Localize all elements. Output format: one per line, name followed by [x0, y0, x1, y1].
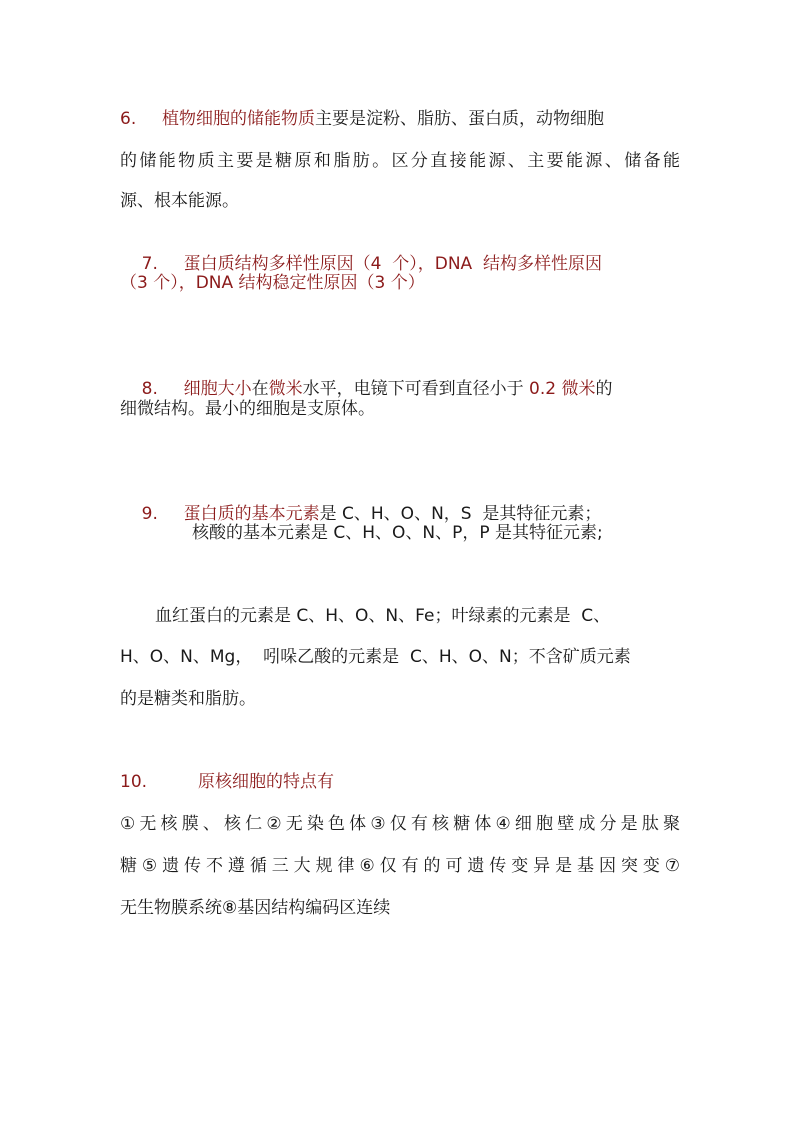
- item-8-end: 的: [595, 379, 613, 399]
- item-8-title-2: 微米: [268, 379, 303, 399]
- item-6-line-1: [120, 108, 680, 130]
- item-10-number: 10.: [120, 772, 148, 792]
- item-8-mid-1: 在: [251, 379, 269, 399]
- item-9-line-3: 血红蛋白的元素是 C、H、O、N、Fe；叶绿素的元素是 C、: [155, 606, 611, 626]
- item-8-title: 细胞大小: [183, 379, 252, 399]
- item-10-line-1: [120, 771, 680, 793]
- item-9-line-1-rest: 是 C、H、O、N，S 是其特征元素；: [319, 504, 602, 524]
- item-8-mid-2: 水平，电镜下可看到直径小于: [302, 379, 530, 399]
- item-6-line-3: 源、根本能源。: [120, 191, 239, 211]
- item-6-line-2: 的储能物质主要是糖原和脂肪。区分直接能源、主要能源、储备能: [120, 151, 680, 171]
- item-6-line-1-rest: 主要是淀粉、脂肪、蛋白质，动物细胞: [315, 109, 604, 129]
- item-9-title: 蛋白质的基本元素: [183, 504, 320, 524]
- item-10-line-4: 无生物膜系统⑧基因结构编码区连续: [120, 898, 391, 918]
- item-9-line-5: 的是糖类和脂肪。: [120, 689, 256, 709]
- item-10-line-2: ①无核膜、核仁②无染色体③仅有核糖体④细胞壁成分是肽聚: [120, 814, 680, 834]
- item-8-number: 8.: [141, 379, 158, 399]
- item-9-number: 9.: [141, 504, 158, 524]
- item-10-title: 原核细胞的特点有: [198, 772, 334, 792]
- item-7-line-1-text: 蛋白质结构多样性原因（4 个），DNA 结构多样性原因: [183, 254, 602, 274]
- item-10-line-3: 糖⑤遗传不遵循三大规律⑥仅有的可遗传变异是基因突变⑦: [120, 856, 680, 876]
- item-8-line-2: 细微结构。最小的细胞是支原体。: [120, 399, 375, 419]
- item-6-number: 6.: [120, 109, 137, 129]
- item-6-title: 植物细胞的储能物质: [162, 109, 315, 129]
- item-9-line-4: H、O、N、Mg， 吲哚乙酸的元素是 C、H、O、N；不含矿质元素: [120, 647, 631, 667]
- item-9-line-2: 核酸的基本元素是 C、H、O、N、P，P 是其特征元素;: [192, 523, 603, 543]
- item-8-value: 0.2 微米: [529, 379, 596, 399]
- item-7-number: 7.: [141, 254, 158, 274]
- item-7-line-2: （3 个），DNA 结构稳定性原因（3 个）: [120, 273, 425, 293]
